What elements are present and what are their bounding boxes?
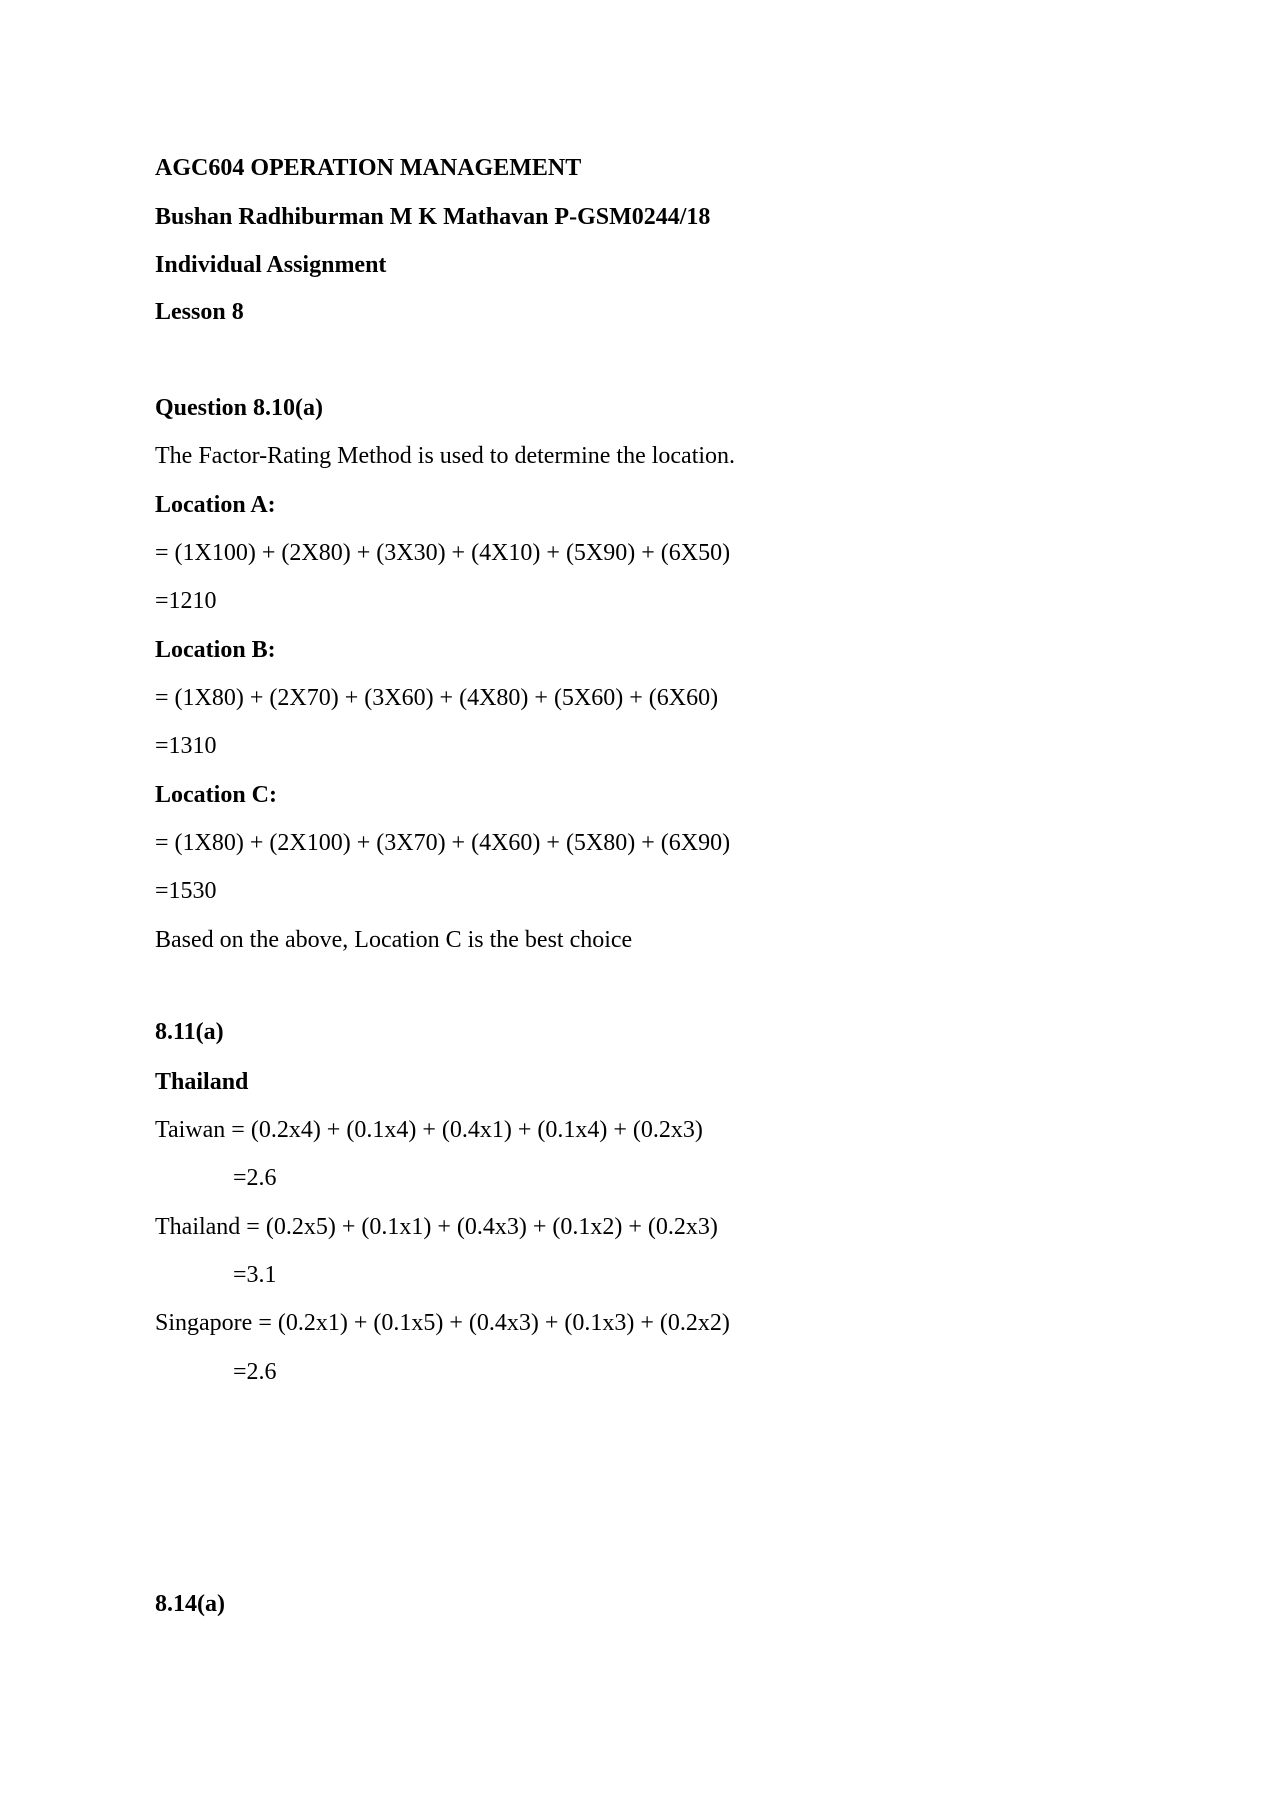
question-8-10-intro: The Factor-Rating Method is used to determine the location. [155,443,736,469]
assignment-type: Individual Assignment [155,252,387,278]
question-8-11-heading: 8.11(a) [155,1019,224,1045]
singapore-formula: Singapore = (0.2x1) + (0.1x5) + (0.4x3) + (0.1x3) + (0.2x2) [155,1310,730,1336]
course-title: AGC604 OPERATION MANAGEMENT [155,155,582,181]
singapore-result: =2.6 [233,1359,277,1385]
question-8-11-answer: Thailand [155,1069,249,1095]
thailand-result: =3.1 [233,1262,277,1288]
student-name: Bushan Radhiburman M K Mathavan P-GSM0244/18 [155,204,711,230]
location-b-formula: = (1X80) + (2X70) + (3X60) + (4X80) + (5X60) + (6X60) [155,685,719,711]
taiwan-result: =2.6 [233,1165,277,1191]
location-a-result: =1210 [155,588,217,614]
question-8-10-conclusion: Based on the above, Location C is the best choice [155,927,633,953]
location-a-label: Location A: [155,492,276,518]
question-8-10-heading: Question 8.10(a) [155,395,323,421]
thailand-formula: Thailand = (0.2x5) + (0.1x1) + (0.4x3) + (0.1x2) + (0.2x3) [155,1214,718,1240]
location-b-label: Location B: [155,637,276,663]
location-b-result: =1310 [155,733,217,759]
location-c-label: Location C: [155,782,277,808]
lesson-label: Lesson 8 [155,299,244,325]
location-a-formula: = (1X100) + (2X80) + (3X30) + (4X10) + (5X90) + (6X50) [155,540,731,566]
taiwan-formula: Taiwan = (0.2x4) + (0.1x4) + (0.4x1) + (0.1x4) + (0.2x3) [155,1117,703,1143]
location-c-formula: = (1X80) + (2X100) + (3X70) + (4X60) + (5X80) + (6X90) [155,830,731,856]
location-c-result: =1530 [155,878,217,904]
question-8-14-heading: 8.14(a) [155,1591,225,1617]
